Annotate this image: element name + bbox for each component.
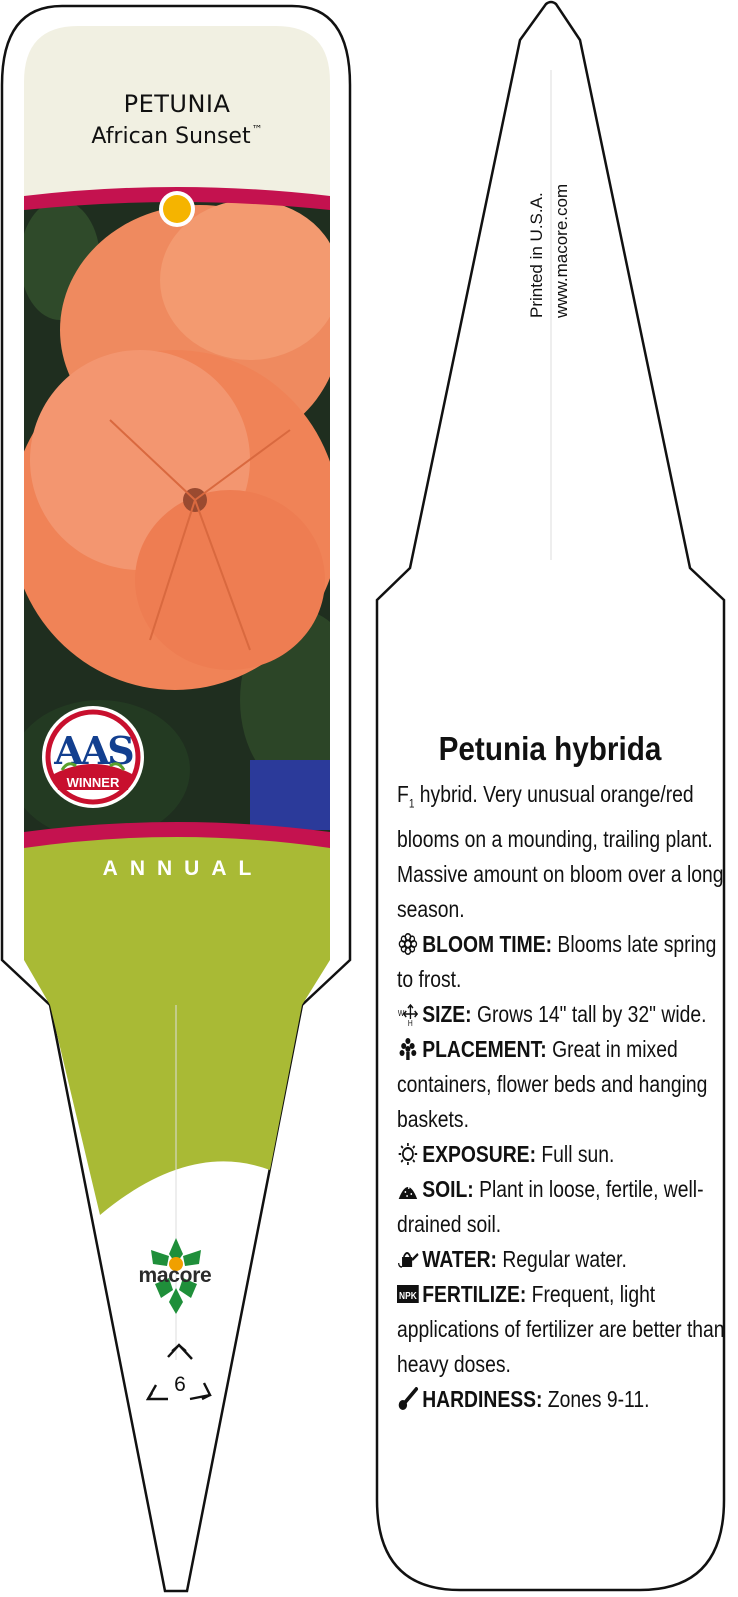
- npk-icon: [397, 1281, 419, 1303]
- svg-text:NPK: NPK: [399, 1289, 417, 1301]
- exposure-item: EXPOSURE: Full sun.: [397, 1137, 733, 1172]
- svg-text:WINNER: WINNER: [66, 775, 120, 790]
- brand-name: macore: [138, 1264, 212, 1287]
- printer-info: [527, 20, 615, 320]
- placement-item: PLACEMENT: Great in mixed containers, flower beds and hanging baskets.: [397, 1035, 708, 1132]
- plant-name: PETUNIA: [123, 90, 231, 118]
- size-item: W H SIZE: Grows 14" tall by 32" wide.: [397, 1000, 707, 1027]
- bloom-time-item: BLOOM TIME: Blooms late spring to frost.: [397, 930, 717, 992]
- care-info: [397, 777, 737, 1417]
- placement-icon: [397, 1036, 419, 1058]
- size-icon: [397, 1001, 419, 1026]
- recycle-code: 6: [174, 1373, 186, 1396]
- svg-text:W: W: [397, 1008, 405, 1018]
- soil-item: SOIL: Plant in loose, fertile, well-drained soil.: [397, 1175, 704, 1237]
- svg-text:H: H: [407, 1018, 413, 1026]
- water-item: WATER: Regular water.: [397, 1242, 733, 1277]
- description: $F_1$ hybrid. Very unusual orange/red blooms on a mounding, trailing plant. Massive amount on bloom over a long season.: [397, 781, 724, 922]
- variety-name: African Sunset™: [91, 123, 263, 149]
- watering-can-icon: [397, 1246, 419, 1268]
- thermometer-icon: [397, 1386, 419, 1408]
- soil-icon: [397, 1176, 419, 1198]
- sun-icon: [397, 1141, 419, 1163]
- flower-icon: [397, 931, 419, 953]
- species-name: Petunia hybrida: [438, 730, 662, 767]
- hardiness-item: HARDINESS: Zones 9-11.: [397, 1382, 733, 1417]
- svg-text:AAS: AAS: [54, 728, 132, 773]
- fertilize-item: NPK FERTILIZE: Frequent, light applications of fertilizer are better than heavy doses.: [397, 1280, 725, 1377]
- category-label: ANNUAL: [102, 857, 264, 880]
- printed-in-text: Printed in U.S.A.: [527, 192, 546, 318]
- website-text: www.macore.com: [552, 183, 571, 318]
